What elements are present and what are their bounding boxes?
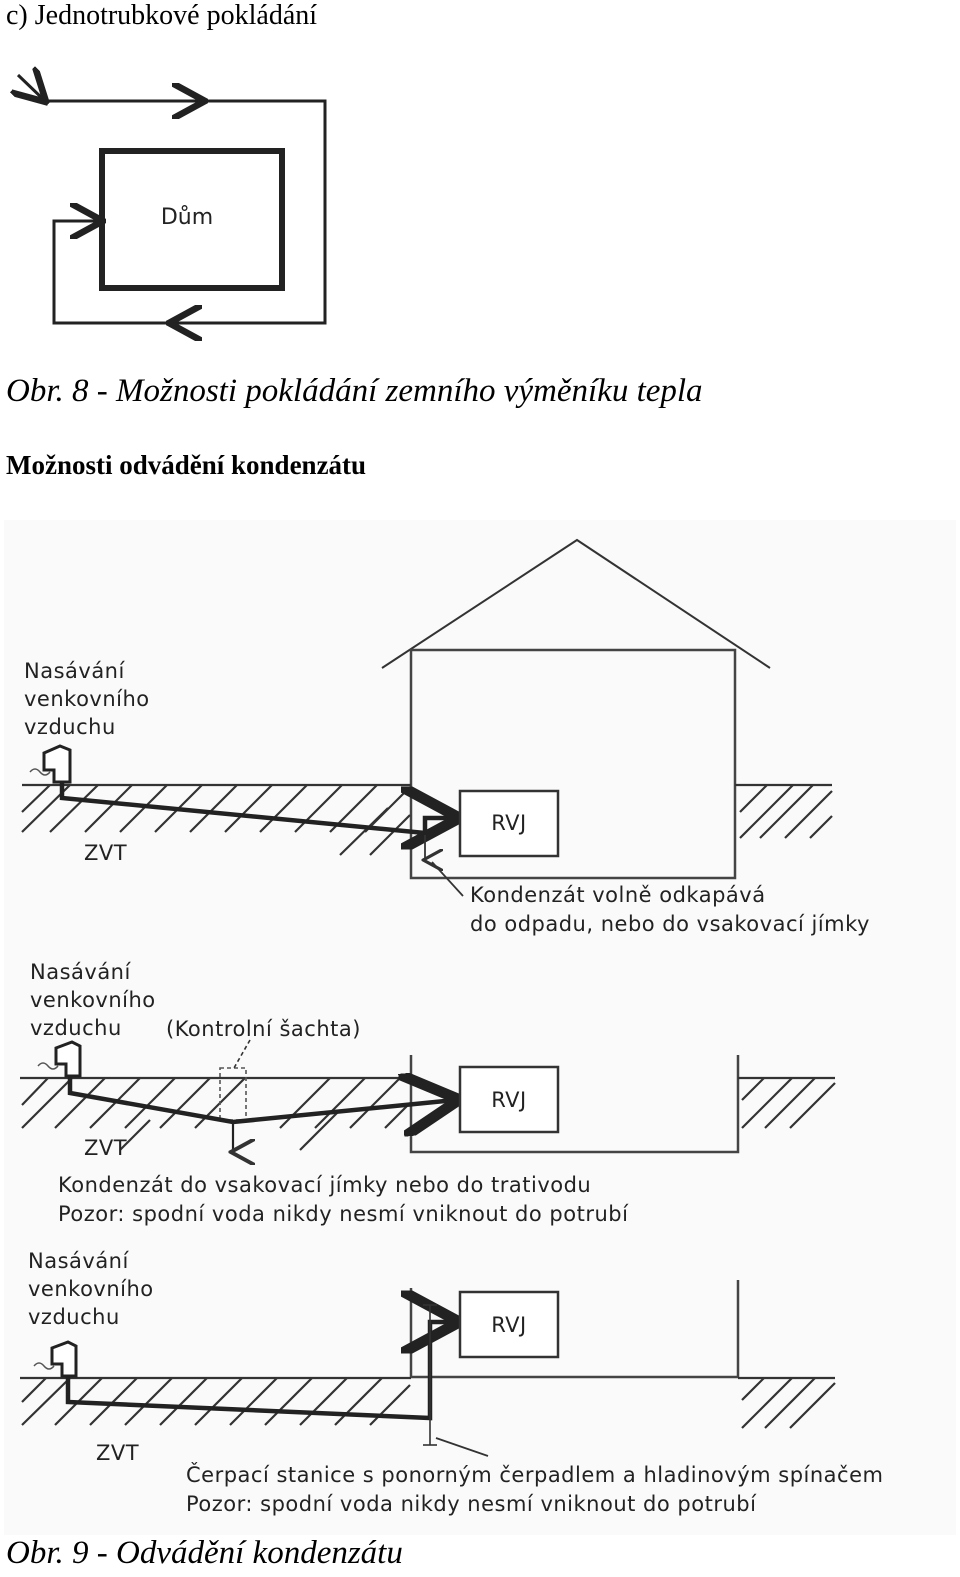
intake-label-line2: venkovního [30, 988, 156, 1012]
note-line1: Kondenzát volně odkapává [470, 883, 766, 907]
zvt-label: ZVT [84, 841, 128, 865]
note-line2: Pozor: spodní voda nikdy nesmí vniknout do potrubí [186, 1492, 757, 1516]
house-label: Dům [160, 205, 214, 230]
note-line2: Pozor: spodní voda nikdy nesmí vniknout do potrubí [58, 1202, 629, 1226]
rvj-label: RVJ [491, 1313, 527, 1337]
intake-label-line3: vzduchu [24, 715, 116, 739]
figure-9-background [4, 520, 956, 1535]
intake-label-line2: venkovního [24, 687, 150, 711]
shaft-label: (Kontrolní šachta) [166, 1017, 361, 1041]
intake-label-line1: Nasávání [24, 659, 125, 683]
intake-label-line2: venkovního [28, 1277, 154, 1301]
section-heading: c) Jednotrubkové pokládání [6, 0, 318, 31]
intake-label-line1: Nasávání [28, 1249, 129, 1273]
rvj-label: RVJ [491, 811, 527, 835]
note-line1: Čerpací stanice s ponorným čerpadlem a hladinovým spínačem [186, 1463, 884, 1487]
intake-label-line3: vzduchu [28, 1305, 120, 1329]
intake-label-line3: vzduchu [30, 1016, 122, 1040]
note-line2: do odpadu, nebo do vsakovací jímky [470, 912, 870, 936]
figure-9-caption: Obr. 9 - Odvádění kondenzátu [6, 1535, 403, 1571]
condensate-heading: Možnosti odvádění kondenzátu [6, 450, 367, 480]
rvj-label: RVJ [491, 1088, 527, 1112]
intake-label-line1: Nasávání [30, 960, 131, 984]
zvt-label: ZVT [96, 1441, 140, 1465]
zvt-label: ZVT [84, 1136, 128, 1160]
note-line1: Kondenzát do vsakovací jímky nebo do trativodu [58, 1173, 592, 1197]
figure-8-caption: Obr. 8 - Možnosti pokládání zemního výměníku tepla [6, 373, 703, 409]
